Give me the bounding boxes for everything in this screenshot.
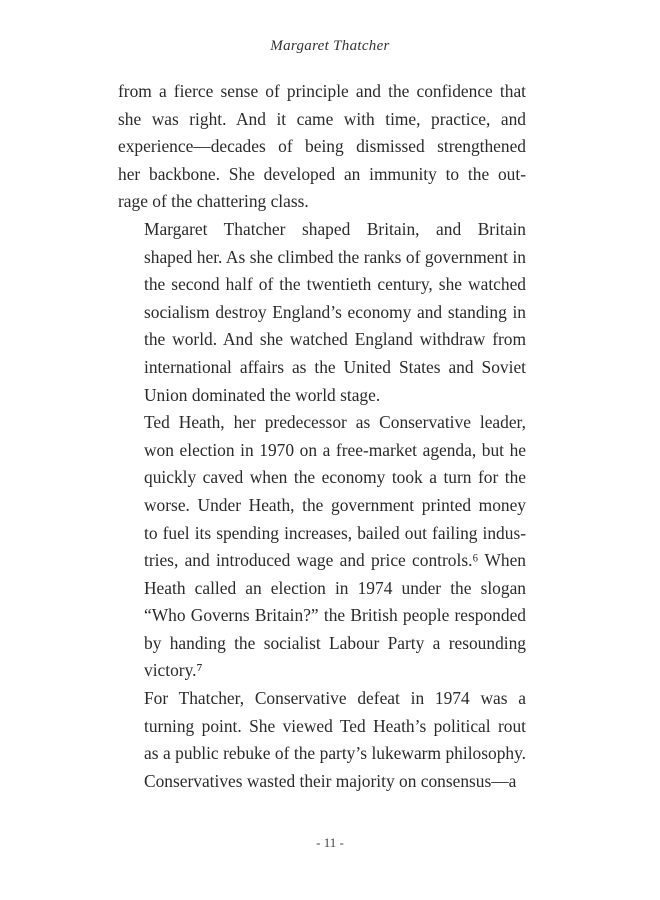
text-line: the second half of the twentieth century, she watched xyxy=(144,274,526,295)
text-line: shaped her. As she climbed the ranks of government in xyxy=(144,246,526,267)
text-line: socialism destroy England’s economy and standing in xyxy=(144,301,526,322)
text-line: won election in 1970 on a free-market agenda, but he xyxy=(144,439,526,460)
running-head: Margaret Thatcher xyxy=(270,38,390,54)
text-line: her backbone. She developed an immunity to the out- xyxy=(118,163,526,184)
text-line: quickly caved when the economy took a turn for the xyxy=(144,467,526,488)
text-line: tries, and introduced wage and price controls.⁶ When xyxy=(144,550,526,571)
text-line: Margaret Thatcher shaped Britain, and Britain xyxy=(144,218,526,239)
text-line: experience—decades of being dismissed strengthened xyxy=(118,136,526,157)
paragraph xyxy=(118,409,526,685)
text-line: Conservatives wasted their majority on consensus—a xyxy=(144,770,517,791)
text-line: For Thatcher, Conservative defeat in 1974 was a xyxy=(144,688,526,709)
text-line: from a fierce sense of principle and the confidence that xyxy=(118,81,526,101)
text-line: Heath called an election in 1974 under the slogan xyxy=(144,577,526,598)
text-line: international affairs as the United States and Soviet xyxy=(144,356,526,377)
text-line: Union dominated the world stage. xyxy=(144,384,381,405)
paragraph xyxy=(118,78,526,216)
body-text xyxy=(118,78,526,795)
text-line: turning point. She viewed Ted Heath’s political rout xyxy=(144,715,526,736)
text-line: by handing the socialist Labour Party a resounding xyxy=(144,632,526,653)
text-line: the world. And she watched England withdraw from xyxy=(144,329,526,350)
paragraph xyxy=(118,216,526,409)
text-line: as a public rebuke of the party’s lukewarm philosophy. xyxy=(144,743,526,764)
text-line: Ted Heath, her predecessor as Conservative leader, xyxy=(144,412,526,433)
text-line: worse. Under Heath, the government printed money xyxy=(144,494,526,515)
paragraph xyxy=(118,685,526,795)
text-line: she was right. And it came with time, practice, and xyxy=(118,108,526,129)
text-line: “Who Governs Britain?” the British people responded xyxy=(144,605,526,626)
text-line: victory.⁷ xyxy=(144,660,203,681)
text-line: rage of the chattering class. xyxy=(118,191,309,212)
page-number: - 11 - xyxy=(316,835,344,850)
text-line: to fuel its spending increases, bailed out failing indus- xyxy=(144,522,526,543)
